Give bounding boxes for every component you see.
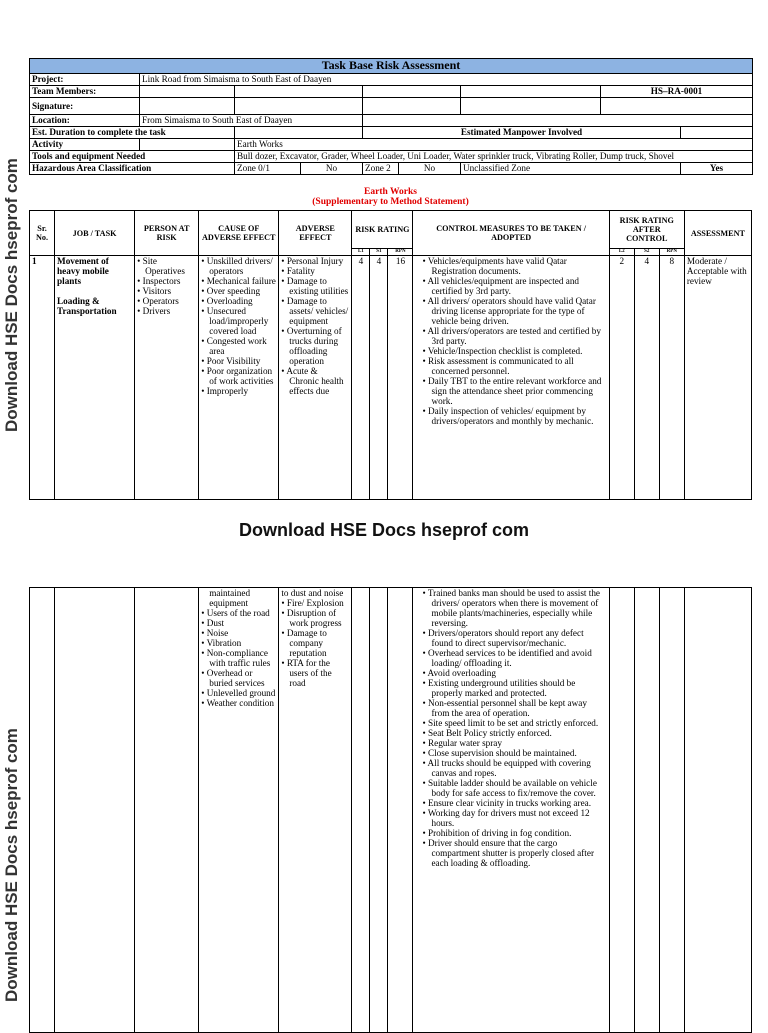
adverse-continued: to dust and noise: [281, 588, 344, 598]
section-subtitle: (Supplementary to Method Statement): [312, 197, 469, 207]
col-rpn: RPN: [388, 249, 413, 256]
doc-number: HS–RA-0001: [601, 86, 753, 98]
cause-item: • Mechanical failure: [201, 276, 276, 286]
job-loading: Loading & Transportation: [57, 296, 117, 316]
cause-item: • Users of the road: [201, 608, 276, 618]
col-risk: RISK RATING: [352, 211, 413, 249]
l1-value: 4: [352, 256, 370, 500]
tools-label: Tools and equipment Needed: [30, 151, 235, 163]
col-l1: L1: [352, 249, 370, 256]
table-row: [30, 256, 752, 500]
project-value: Link Road from Simaisma to South East of Daayen: [140, 74, 753, 86]
assessment-value: Moderate / Acceptable with review: [684, 256, 751, 500]
control-item: • Daily inspection of vehicles/ equipment by drivers/operators and monthly by mechanic.: [415, 406, 606, 426]
cause-item: • Poor organization of work activities: [201, 366, 276, 386]
control-item: • Trained banks man should be used to assist the drivers/ operators when there is movement of mobile plants/machineries, especially while reversing.: [415, 588, 606, 628]
unclassified-zone: Unclassified Zone: [461, 163, 681, 175]
zone2: Zone 2: [363, 163, 399, 175]
cause-item: • Unsecured load/improperly covered load: [201, 306, 276, 336]
hazard-label: Hazardous Area Classification: [30, 163, 235, 175]
cause-item: • Unlevelled ground: [201, 688, 276, 698]
col-adverse: ADVERSE EFFECT: [279, 211, 352, 256]
adverse-item: • Damage to existing utilities: [281, 276, 349, 296]
unclassified-value: Yes: [681, 163, 753, 175]
manpower-label: Estimated Manpower Involved: [363, 127, 681, 139]
cause-continued: maintained equipment: [209, 588, 251, 608]
risk-table-page2: [29, 587, 752, 1033]
table-row: [30, 588, 752, 1033]
control-item: • Non-essential personnel shall be kept away from the area of operation.: [415, 698, 606, 718]
location-label: Location:: [30, 115, 140, 127]
project-label: Project:: [30, 74, 140, 86]
cause-item: • Unskilled drivers/ operators: [201, 256, 276, 276]
adverse-item: • RTA for the users of the road: [281, 658, 349, 688]
col-person: PERSON AT RISK: [135, 211, 199, 256]
cause-item: • Weather condition: [201, 698, 276, 708]
adverse-item: • Fatality: [281, 266, 349, 276]
persons-cell: [135, 256, 199, 500]
control-item: • All drivers/ operators should have valid Qatar driving license appropriate for the type of vehicle being driven.: [415, 296, 606, 326]
control-item: • Avoid overloading: [415, 668, 606, 678]
control-item: • Vehicles/equipments have valid Qatar Registration documents.: [415, 256, 606, 276]
adverse-cell: [279, 256, 352, 500]
person-item: • Visitors: [137, 286, 196, 296]
adverse-item: • Damage to assets/ vehicles/ equipment: [281, 296, 349, 326]
person-item: • Inspectors: [137, 276, 196, 286]
controls-cell-cont: [413, 588, 609, 1033]
job-movement: Movement of heavy mobile plants: [57, 256, 109, 286]
rpn-value: 16: [388, 256, 413, 500]
causes-cell: [199, 256, 279, 500]
control-item: • Risk assessment is communicated to all concerned personnel.: [415, 356, 606, 376]
section-title: Earth Works: [364, 187, 417, 197]
cause-item: • Vibration: [201, 638, 276, 648]
control-item: • All trucks should be equipped with covering canvas and ropes.: [415, 758, 606, 778]
control-item: • Ensure clear vicinity in trucks working area.: [415, 798, 606, 808]
col-control: CONTROL MEASURES TO BE TAKEN / ADOPTED: [413, 211, 609, 256]
control-item: • Seat Belt Policy strictly enforced.: [415, 728, 606, 738]
control-item: • Existing underground utilities should be properly marked and protected.: [415, 678, 606, 698]
zone2-value: No: [399, 163, 461, 175]
cause-item: • Noise: [201, 628, 276, 638]
control-item: • Close supervision should be maintained.: [415, 748, 606, 758]
cause-item: • Non-compliance with traffic rules: [201, 648, 276, 668]
cause-item: • Overloading: [201, 296, 276, 306]
zone01: Zone 0/1: [235, 163, 301, 175]
page-title: Task Base Risk Assessment: [30, 59, 753, 74]
watermark-center: Download HSE Docs hseprof com: [238, 520, 530, 540]
adverse-item: • Acute & Chronic health effects due: [281, 366, 349, 396]
team-label: Team Members:: [30, 86, 140, 98]
activity-label: Activity: [30, 139, 140, 151]
cause-item: • Congested work area: [201, 336, 276, 356]
adverse-item: • Disruption of work progress: [281, 608, 349, 628]
activity-value: Earth Works: [235, 139, 753, 151]
control-item: • Overhead services to be identified and avoid loading/ offloading it.: [415, 648, 606, 668]
rpn2-value: 8: [659, 256, 684, 500]
control-item: • All vehicles/equipment are inspected and certified by 3rd party.: [415, 276, 606, 296]
control-item: • Suitable ladder should be available on vehicle body for safe access to fix/remove the cover.: [415, 778, 606, 798]
col-l2: L2: [609, 249, 634, 256]
s1-value: 4: [370, 256, 388, 500]
tools-value: Bull dozer, Excavator, Grader, Wheel Loader, Uni Loader, Water sprinkler truck, Vibrating Roller, Dump truck, Shovel: [235, 151, 753, 163]
causes-cell-cont: [199, 588, 279, 1033]
adverse-item: • Fire/ Explosion: [281, 598, 349, 608]
col-s1: S1: [370, 249, 388, 256]
col-job: JOB / TASK: [55, 211, 135, 256]
duration-label: Est. Duration to complete the task: [30, 127, 235, 139]
location-value: From Simaisma to South East of Daayen: [140, 115, 363, 127]
l2-value: 2: [609, 256, 634, 500]
cause-item: • Poor Visibility: [201, 356, 276, 366]
s2-value: 4: [634, 256, 659, 500]
zone01-value: No: [301, 163, 363, 175]
person-item: • Drivers: [137, 306, 196, 316]
col-assessment: ASSESSMENT: [684, 211, 751, 256]
control-item: • Drivers/operators should report any defect found to direct supervisor/mechanic.: [415, 628, 606, 648]
header-table: [29, 58, 753, 175]
cause-item: • Improperly: [201, 386, 276, 396]
adverse-item: • Damage to company reputation: [281, 628, 349, 658]
signature-label: Signature:: [30, 98, 140, 115]
cause-item: • Over speeding: [201, 286, 276, 296]
col-rpn2: RPN: [659, 249, 684, 256]
control-item: • Prohibition of driving in fog condition.: [415, 828, 606, 838]
cause-item: • Dust: [201, 618, 276, 628]
person-item: • Site Operatives: [137, 256, 196, 276]
col-sr: Sr. No.: [30, 211, 55, 256]
col-cause: CAUSE OF ADVERSE EFFECT: [199, 211, 279, 256]
control-item: • Regular water spray: [415, 738, 606, 748]
controls-cell: [413, 256, 609, 500]
control-item: • Site speed limit to be set and strictly enforced.: [415, 718, 606, 728]
control-item: • Vehicle/Inspection checklist is completed.: [415, 346, 606, 356]
person-item: • Operators: [137, 296, 196, 306]
cause-item: • Overhead or buried services: [201, 668, 276, 688]
section-heading: [29, 187, 752, 207]
col-s2: S2: [634, 249, 659, 256]
control-item: • All drivers/operators are tested and certified by 3rd party.: [415, 326, 606, 346]
adverse-item: • Personal Injury: [281, 256, 349, 266]
control-item: • Driver should ensure that the cargo compartment shutter is properly closed after each loading & offloading.: [415, 838, 606, 868]
row-sr: 1: [30, 256, 55, 500]
adverse-item: • Overturning of trucks during offloading operation: [281, 326, 349, 366]
job-cell: [55, 256, 135, 500]
adverse-cell-cont: [279, 588, 352, 1033]
risk-table-page1: [29, 210, 752, 500]
col-risk-after: RISK RATING AFTER CONTROL: [609, 211, 684, 249]
control-item: • Working day for drivers must not exceed 12 hours.: [415, 808, 606, 828]
control-item: • Daily TBT to the entire relevant workforce and sign the attendance sheet prior commencing work.: [415, 376, 606, 406]
